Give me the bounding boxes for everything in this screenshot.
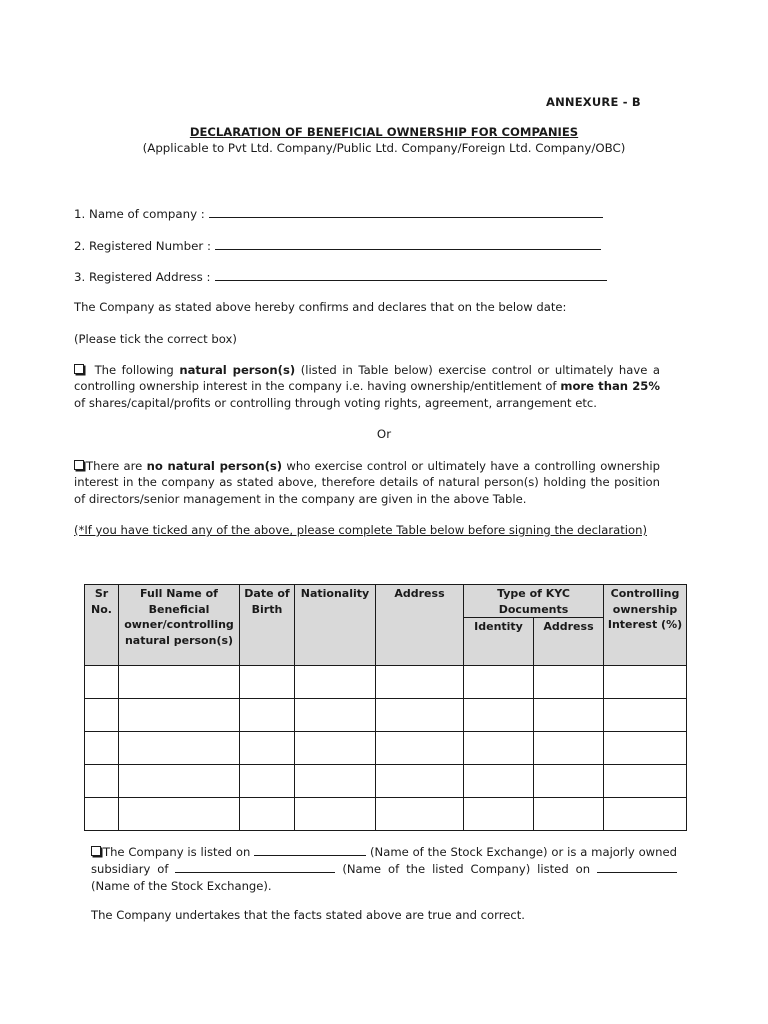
cell-name[interactable] bbox=[119, 765, 240, 798]
cell-nationality[interactable] bbox=[295, 798, 376, 831]
cell-sr[interactable] bbox=[85, 732, 119, 765]
document-subtitle: (Applicable to Pvt Ltd. Company/Public Ltd. Company/Foreign Ltd. Company/OBC) bbox=[142, 141, 626, 155]
header-kyc-identity: Identity bbox=[464, 618, 534, 666]
cell-interest[interactable] bbox=[604, 699, 687, 732]
cell-interest[interactable] bbox=[604, 798, 687, 831]
header-kyc-documents: Type of KYC Documents bbox=[464, 585, 604, 618]
checkbox-no-natural-persons[interactable] bbox=[74, 460, 84, 470]
cell-kyc-address[interactable] bbox=[534, 765, 604, 798]
table-row bbox=[85, 765, 687, 798]
cell-dob[interactable] bbox=[240, 798, 295, 831]
table-row bbox=[85, 666, 687, 699]
table-row bbox=[85, 732, 687, 765]
cell-kyc-address[interactable] bbox=[534, 666, 604, 699]
registered-address-line[interactable] bbox=[215, 268, 607, 281]
registered-number-line[interactable] bbox=[215, 237, 601, 250]
listed-company-option: The Company is listed on (Name of the Stock Exchange) or is a majorly owned subsidiary of (Name of the listed Company) listed on (Name of the Stock Exchange). bbox=[91, 845, 677, 893]
registered-number-label: 2. Registered Number : bbox=[74, 239, 211, 253]
cell-nationality[interactable] bbox=[295, 699, 376, 732]
cell-kyc-address[interactable] bbox=[534, 699, 604, 732]
table-instruction: (*If you have ticked any of the above, please complete Table below before signing the declaration) bbox=[74, 523, 647, 537]
cell-identity[interactable] bbox=[464, 798, 534, 831]
cell-nationality[interactable] bbox=[295, 732, 376, 765]
header-address: Address bbox=[376, 585, 464, 666]
cell-dob[interactable] bbox=[240, 699, 295, 732]
option-no-natural-persons: There are no natural person(s) who exercise control or ultimately have a controlling ownership interest in the company as stated above, therefore details of natural person(s) holding the position of directors/senior management in the company are given in the above Table. bbox=[74, 459, 660, 506]
registered-address-label: 3. Registered Address : bbox=[74, 270, 211, 284]
cell-address[interactable] bbox=[376, 765, 464, 798]
company-name-label: 1. Name of company : bbox=[74, 207, 205, 221]
cell-name[interactable] bbox=[119, 666, 240, 699]
cell-address[interactable] bbox=[376, 732, 464, 765]
cell-address[interactable] bbox=[376, 666, 464, 699]
cell-interest[interactable] bbox=[604, 732, 687, 765]
header-kyc-address: Address bbox=[534, 618, 604, 666]
cell-interest[interactable] bbox=[604, 666, 687, 699]
registered-number-field[interactable] bbox=[74, 237, 601, 253]
cell-identity[interactable] bbox=[464, 765, 534, 798]
header-controlling-interest: Controlling ownership Interest (%) bbox=[604, 585, 687, 666]
cell-sr[interactable] bbox=[85, 798, 119, 831]
tick-note: (Please tick the correct box) bbox=[74, 332, 237, 346]
cell-nationality[interactable] bbox=[295, 765, 376, 798]
cell-sr[interactable] bbox=[85, 699, 119, 732]
cell-name[interactable] bbox=[119, 699, 240, 732]
cell-name[interactable] bbox=[119, 798, 240, 831]
option-natural-persons: The following natural person(s) (listed in Table below) exercise control or ultimately have a controlling ownership interest in the company i.e. having ownership/entitlement of more than 25% of shares/capital/profits or controlling through voting rights, agreement, arrangement etc. bbox=[74, 363, 661, 410]
cell-dob[interactable] bbox=[240, 666, 295, 699]
beneficial-owner-table bbox=[84, 584, 687, 831]
cell-kyc-address[interactable] bbox=[534, 732, 604, 765]
undertaking-text: The Company undertakes that the facts stated above are true and correct. bbox=[91, 908, 525, 922]
cell-sr[interactable] bbox=[85, 666, 119, 699]
cell-dob[interactable] bbox=[240, 732, 295, 765]
cell-identity[interactable] bbox=[464, 699, 534, 732]
cell-dob[interactable] bbox=[240, 765, 295, 798]
cell-identity[interactable] bbox=[464, 732, 534, 765]
document-title: DECLARATION OF BENEFICIAL OWNERSHIP FOR COMPANIES bbox=[189, 125, 579, 139]
annexure-label: ANNEXURE - B bbox=[546, 95, 641, 109]
header-date-of-birth: Date of Birth bbox=[240, 585, 295, 666]
cell-name[interactable] bbox=[119, 732, 240, 765]
confirm-text: The Company as stated above hereby confirms and declares that on the below date: bbox=[74, 300, 567, 314]
checkbox-natural-persons[interactable] bbox=[74, 364, 84, 374]
stock-exchange-blank[interactable] bbox=[254, 843, 366, 856]
table-row bbox=[85, 699, 687, 732]
cell-address[interactable] bbox=[376, 798, 464, 831]
cell-sr[interactable] bbox=[85, 765, 119, 798]
header-sr-no: Sr No. bbox=[85, 585, 119, 666]
or-divider: Or bbox=[376, 427, 392, 441]
cell-kyc-address[interactable] bbox=[534, 798, 604, 831]
cell-interest[interactable] bbox=[604, 765, 687, 798]
registered-address-field[interactable] bbox=[74, 268, 607, 284]
company-name-line[interactable] bbox=[209, 205, 603, 218]
cell-nationality[interactable] bbox=[295, 666, 376, 699]
cell-identity[interactable] bbox=[464, 666, 534, 699]
header-nationality: Nationality bbox=[295, 585, 376, 666]
checkbox-listed-company[interactable] bbox=[91, 846, 101, 856]
table-row bbox=[85, 798, 687, 831]
cell-address[interactable] bbox=[376, 699, 464, 732]
header-full-name: Full Name of Beneficial owner/controlling natural person(s) bbox=[119, 585, 240, 666]
listed-company-blank[interactable] bbox=[175, 860, 335, 873]
company-name-field[interactable] bbox=[74, 205, 603, 221]
listed-stock-exchange-blank[interactable] bbox=[597, 860, 677, 873]
